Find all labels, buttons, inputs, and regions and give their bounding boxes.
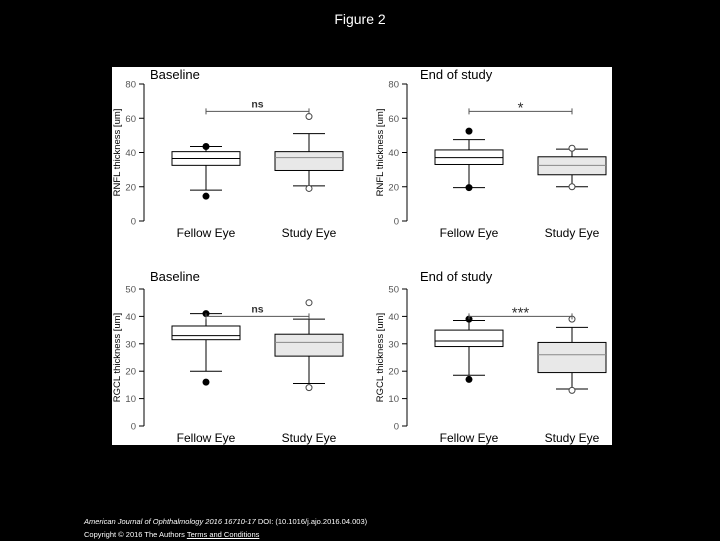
y-tick-label: 60 (125, 113, 136, 125)
citation-line (84, 515, 367, 528)
x-tick-label: Fellow Eye (176, 431, 236, 445)
outlier-point (306, 385, 312, 391)
x-tick-label: Study Eye (281, 431, 337, 445)
y-tick-label: 40 (388, 311, 399, 323)
y-tick-label: 10 (388, 394, 399, 406)
outlier-point (569, 387, 575, 393)
box-iqr (275, 152, 343, 171)
x-tick-label: Fellow Eye (439, 431, 499, 445)
x-tick-label: Study Eye (544, 431, 600, 445)
significance-label: * (517, 99, 524, 117)
y-tick-label: 40 (388, 148, 399, 159)
y-tick-label: 80 (125, 79, 136, 91)
y-tick-label: 50 (388, 284, 399, 296)
y-tick-label: 0 (130, 216, 136, 228)
y-tick-label: 20 (388, 182, 399, 194)
outlier-point (306, 185, 312, 191)
chart-title: End of study (420, 67, 493, 82)
y-tick-label: 60 (388, 113, 399, 125)
outlier-point (569, 184, 575, 190)
y-tick-label: 20 (388, 366, 399, 378)
chart-title: Baseline (150, 269, 200, 284)
outlier-point (466, 128, 472, 134)
y-axis-label: RNFL thickness [um] (112, 108, 123, 197)
copyright-text: Copyright © 2016 The Authors (84, 530, 185, 539)
y-tick-label: 40 (125, 148, 136, 159)
x-tick-label: Fellow Eye (176, 226, 236, 240)
x-tick-label: Fellow Eye (439, 226, 499, 240)
significance-label: ns (251, 303, 264, 316)
x-tick-label: Study Eye (281, 226, 337, 240)
significance-label: *** (511, 304, 530, 322)
box-iqr (172, 326, 240, 340)
y-tick-label: 0 (393, 216, 399, 228)
outlier-point (466, 376, 472, 382)
y-axis-label: RGCL thickness [um] (375, 312, 386, 403)
figure-panel (112, 67, 612, 445)
box-fellow-eye (435, 128, 503, 240)
x-tick-label: Study Eye (544, 226, 600, 240)
box-fellow-eye (172, 144, 240, 240)
outlier-point (466, 185, 472, 191)
box-study-eye (275, 300, 343, 445)
box-iqr (275, 334, 343, 356)
y-axis-label: RNFL thickness [um] (375, 108, 386, 197)
box-fellow-eye (435, 316, 503, 445)
y-tick-label: 50 (125, 284, 136, 296)
box-plot-figure (112, 67, 612, 445)
figure-title: Figure 2 (334, 11, 386, 27)
doi-text: DOI: (10.1016/j.ajo.2016.04.003) (257, 517, 368, 526)
outlier-point (569, 145, 575, 151)
footer (84, 515, 367, 541)
box-iqr (538, 342, 606, 372)
y-tick-label: 30 (388, 339, 399, 351)
outlier-point (203, 379, 209, 385)
outlier-point (306, 114, 312, 120)
box-study-eye (538, 145, 606, 240)
y-tick-label: 40 (125, 311, 136, 323)
outlier-point (203, 193, 209, 199)
chart-title: End of study (420, 269, 493, 284)
y-tick-label: 80 (388, 79, 399, 91)
box-iqr (435, 330, 503, 346)
y-tick-label: 20 (125, 366, 136, 378)
y-tick-label: 30 (125, 339, 136, 351)
terms-link[interactable]: Terms and Conditions (186, 530, 260, 539)
y-tick-label: 10 (125, 394, 136, 406)
chart-panel-1 (112, 67, 343, 240)
y-axis-label: RGCL thickness [um] (112, 312, 123, 403)
y-tick-label: 0 (393, 421, 399, 433)
chart-panel-4 (375, 269, 606, 445)
significance-label: ns (251, 98, 264, 111)
y-tick-label: 20 (125, 182, 136, 194)
outlier-point (203, 144, 209, 150)
box-study-eye (275, 114, 343, 240)
chart-panel-2 (375, 67, 606, 240)
outlier-point (306, 300, 312, 306)
copyright-line (84, 528, 367, 541)
journal-citation: American Journal of Ophthalmology 2016 16710-17 (84, 517, 256, 526)
chart-panel-3 (112, 269, 343, 445)
box-fellow-eye (172, 311, 240, 445)
box-study-eye (538, 316, 606, 445)
chart-title: Baseline (150, 67, 200, 82)
y-tick-label: 0 (130, 421, 136, 433)
